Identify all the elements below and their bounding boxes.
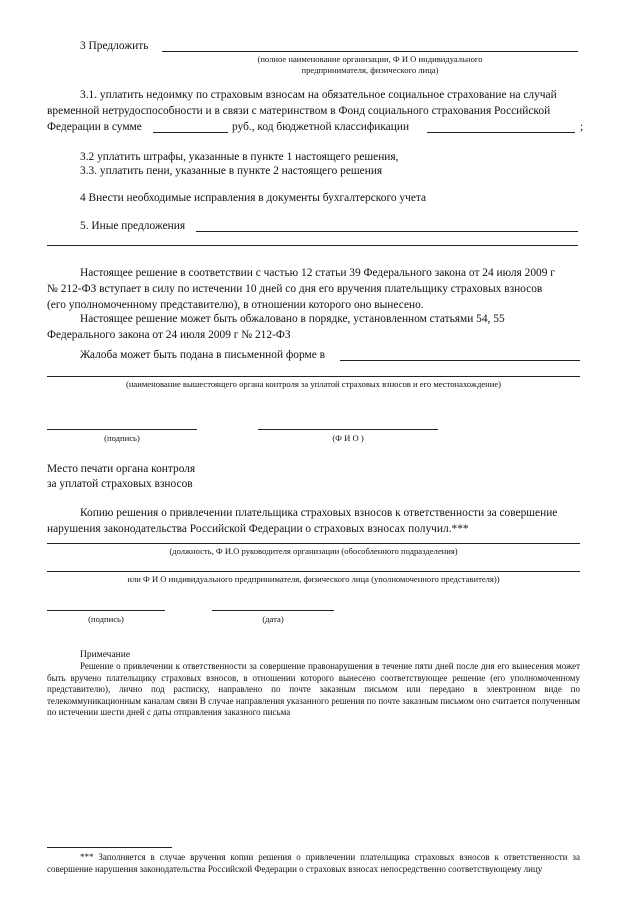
item-3-1-line3b: руб., код бюджетной классификации [232, 121, 410, 133]
item-3-3: 3.3. уплатить пени, указанные в пункте 2 настоящего решения [80, 165, 383, 177]
item-3-1-line2: временной нетрудоспособности и в связи с материнством в Фонд социального страхования Российской [47, 105, 551, 117]
item-4: 4 Внести необходимые исправления в документы бухгалтерского учета [80, 192, 427, 204]
decision-para2-line2: Федерального закона от 24 июля 2009 г № 212-ФЗ [47, 329, 291, 341]
note-text: Решение о привлечении к ответственности за совершение правонарушения в течение пяти дней после дня его вынесения может быть вручено плательщику страховых взносов, в отношении которого вынесено соответствующее решение (его уполномоченному представителю), лично под расписку, направлено по почте заказным письмом или передано в электронном виде по телекоммуникационным каналам связи В случае направления указанного решения по почте заказным письмом оно считается полученным по истечении шести дней с даты отправления заказного письма [47, 661, 580, 717]
recipient-signature-caption: (подпись) [88, 614, 124, 624]
complaint-authority-field[interactable] [340, 360, 580, 361]
other-proposals-field-2[interactable] [47, 245, 578, 246]
copy-received-line1: Копию решения о привлечении плательщика страховых взносов к ответственности за совершение [80, 507, 558, 519]
organization-caption-2: предпринимателя, физического лица) [301, 65, 439, 75]
footnote-text: *** Заполняется в случае вручения копии решения о привлечении плательщика страховых взносов к ответственности за совершение нарушения законодательства Российской Федерации о страховых взносах непосредственно соответствующему лицу [47, 852, 580, 874]
received-date-caption: (дата) [262, 614, 284, 624]
other-proposals-field[interactable] [196, 231, 578, 232]
fio-caption: (Ф И О ) [332, 433, 364, 443]
fio-field[interactable] [258, 429, 438, 430]
proposal-label: 3 Предложить [80, 40, 149, 52]
organization-name-field[interactable] [162, 51, 578, 52]
organization-caption-1: (полное наименование организации, Ф И О индивидуального [257, 54, 483, 64]
received-date-field[interactable] [212, 610, 334, 611]
item-3-1-end: ; [580, 121, 584, 133]
complaint-caption: (наименование вышестоящего органа контроля за уплатой страховых взносов и его местонахождение) [125, 379, 502, 389]
stamp-label-line2: за уплатой страховых взносов [47, 478, 193, 490]
complaint-label: Жалоба может быть подана в письменной форме в [80, 349, 326, 361]
decision-para2-line1: Настоящее решение может быть обжаловано в порядке, установленном статьями 54, 55 [80, 313, 505, 325]
signature-field[interactable] [47, 429, 197, 430]
recipient-signature-field[interactable] [47, 610, 165, 611]
item-3-1-line1: 3.1. уплатить недоимку по страховым взносам на обязательное социальное страхование на случай [80, 89, 557, 101]
recipient-position-field[interactable] [47, 543, 580, 544]
decision-para1-line1: Настоящее решение в соответствии с частью 12 статьи 39 Федерального закона от 24 июля 2009 г [80, 267, 555, 279]
note-title: Примечание [80, 650, 131, 660]
item-5-label: 5. Иные предложения [80, 220, 186, 232]
signature-caption: (подпись) [104, 433, 140, 443]
item-3-1-line3a: Федерации в сумме [47, 121, 142, 133]
recipient-caption-2: или Ф И О индивидуального предпринимателя, физического лица (уполномоченного представителя)) [127, 574, 500, 584]
footnote-separator [47, 847, 172, 848]
complaint-authority-field-2[interactable] [47, 376, 580, 377]
stamp-label-line1: Место печати органа контроля [47, 463, 196, 475]
budget-code-field[interactable] [427, 132, 575, 133]
copy-received-line2: нарушения законодательства Российской Федерации о страховых взносах получил.*** [47, 523, 469, 535]
decision-para1-line3: (его уполномоченному представителю), в отношении которого оно вынесено. [47, 299, 424, 311]
sum-field[interactable] [153, 132, 228, 133]
decision-para1-line2: № 212-ФЗ вступает в силу по истечении 10 дней со дня его вручения плательщику страховых взносов [47, 283, 543, 295]
recipient-name-field[interactable] [47, 571, 580, 572]
recipient-caption-1: (должность, Ф И.О руководителя организации (обособленного подразделения) [169, 546, 458, 556]
item-3-2: 3.2 уплатить штрафы, указанные в пункте 1 настоящего решения, [80, 151, 399, 163]
